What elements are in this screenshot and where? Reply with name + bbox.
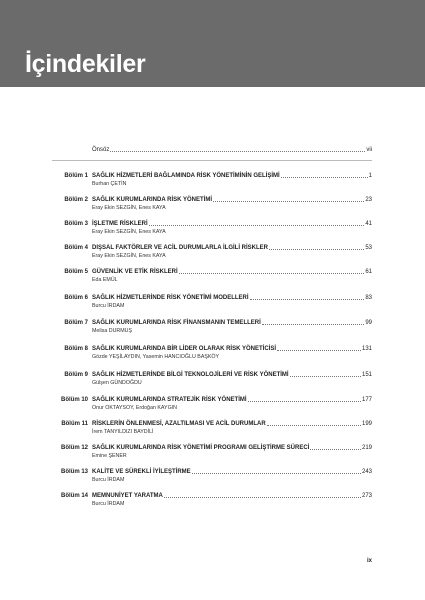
- toc-entry[interactable]: [52, 244, 372, 264]
- chapter-page-number: 151: [361, 372, 372, 378]
- chapter-title: SAĞLIK KURUMLARINDA RİSK FİNANSMANIN TEMELLERİ: [92, 320, 261, 326]
- toc-entry[interactable]: [52, 220, 372, 240]
- dot-leader: [310, 449, 361, 450]
- chapter-label: Bölüm 9: [64, 372, 88, 378]
- chapter-authors: Burhan ÇETİN: [92, 181, 127, 187]
- dot-leader: [213, 201, 364, 202]
- dot-leader: [164, 497, 361, 498]
- chapter-page-number: 99: [365, 320, 372, 326]
- chapter-title-row: [92, 468, 372, 476]
- chapter-page-number: 177: [361, 397, 372, 403]
- header-band: [0, 0, 425, 87]
- chapter-page-number: 53: [365, 245, 372, 251]
- toc-preface-row[interactable]: [92, 144, 372, 154]
- chapter-label: Bölüm 5: [64, 269, 88, 275]
- chapter-authors: Burcu İRDAM: [92, 501, 125, 507]
- chapter-title: SAĞLIK HİZMETLERİNDE BİLGİ TEKNOLOJİLERİ VE RİSK YÖNETİMİ: [92, 372, 289, 378]
- chapter-label: Bölüm 10: [60, 397, 88, 403]
- chapter-title-row: [92, 220, 372, 228]
- chapter-authors: Eray Ekin SEZGİN, Enes KAYA: [92, 253, 166, 259]
- dot-leader: [277, 350, 361, 351]
- preface-label: Önsöz: [92, 147, 110, 153]
- page-title: İçindekiler: [25, 50, 146, 78]
- chapter-authors: Eray Ekin SEZGİN, Enes KAYA: [92, 205, 166, 211]
- chapter-label: Bölüm 7: [64, 320, 88, 326]
- chapter-page-number: 23: [365, 197, 372, 203]
- chapter-authors: Eray Ekin SEZGİN, Enes KAYA: [92, 229, 166, 235]
- toc-entry[interactable]: [52, 371, 372, 391]
- chapter-title: MEMNUNİYET YARATMA: [92, 493, 163, 499]
- dot-leader: [250, 299, 365, 300]
- dot-leader: [179, 273, 365, 274]
- chapter-page-number: 199: [361, 421, 372, 427]
- chapter-page-number: 61: [365, 269, 372, 275]
- chapter-label: Bölüm 6: [64, 295, 88, 301]
- chapter-title-row: [92, 268, 372, 276]
- chapter-authors: Melisa DURMUŞ: [92, 328, 133, 334]
- chapter-authors: Onur OKTAYSOY, Erdoğan KAYGIN: [92, 405, 177, 411]
- chapter-page-number: 273: [361, 493, 372, 499]
- chapter-title: RİSKLERİN ÖNLENMESİ, AZALTILMASI VE ACİL DURUMLAR: [92, 421, 266, 427]
- toc-entry[interactable]: [52, 294, 372, 314]
- dot-leader: [267, 425, 361, 426]
- chapter-title-row: [92, 396, 372, 404]
- toc-divider: [52, 160, 372, 161]
- chapter-title-row: [92, 420, 372, 428]
- chapter-label: Bölüm 3: [64, 221, 88, 227]
- chapter-title: SAĞLIK KURUMLARINDA BİR LİDER OLARAK RİSK YÖNETİCİSİ: [92, 346, 277, 352]
- chapter-title-row: [92, 319, 372, 327]
- chapter-title: SAĞLIK KURUMLARINDA STRATEJİK RİSK YÖNETİMİ: [92, 397, 247, 403]
- chapter-title: SAĞLIK HİZMETLERİNDE RİSK YÖNETİMİ MODELLERİ: [92, 295, 249, 301]
- chapter-authors: Gülşen GÜNDOĞDU: [92, 380, 142, 386]
- chapter-title-row: [92, 244, 372, 252]
- chapter-title: SAĞLIK HİZMETLERİ BAĞLAMINDA RİSK YÖNETİMİNİN GELİŞİMİ: [92, 173, 280, 179]
- page-number: ix: [367, 558, 373, 564]
- chapter-page-number: 1: [368, 173, 372, 179]
- dot-leader: [269, 249, 364, 250]
- dot-leader: [110, 151, 365, 152]
- chapter-title: GÜVENLİK VE ETİK RİSKLERİ: [92, 269, 178, 275]
- chapter-label: Bölüm 14: [60, 493, 88, 499]
- chapter-label: Bölüm 13: [60, 469, 88, 475]
- chapter-authors: Burcu İRDAM: [92, 477, 125, 483]
- toc-entry[interactable]: [52, 396, 372, 416]
- toc-entry[interactable]: [52, 444, 372, 464]
- preface-page-number: vii: [366, 147, 372, 153]
- toc-entry[interactable]: [52, 196, 372, 216]
- toc-entry[interactable]: [52, 345, 372, 365]
- chapter-authors: Emine ŞENER: [92, 453, 127, 459]
- toc-entry[interactable]: [52, 319, 372, 339]
- dot-leader: [192, 473, 361, 474]
- chapter-title: SAĞLIK KURUMLARINDA RİSK YÖNETİMİ: [92, 197, 212, 203]
- toc-entry[interactable]: [52, 468, 372, 488]
- chapter-title-row: [92, 371, 372, 379]
- chapter-title: İŞLETME RİSKLERİ: [92, 221, 148, 227]
- chapter-title: SAĞLIK KURUMLARINDA RİSK YÖNETİMİ PROGRAMI GELİŞTİRME SÜRECİ: [92, 445, 310, 451]
- chapter-label: Bölüm 2: [64, 197, 88, 203]
- chapter-title-row: [92, 492, 372, 500]
- dot-leader: [248, 401, 361, 402]
- chapter-label: Bölüm 12: [60, 445, 88, 451]
- chapter-title-row: [92, 172, 372, 180]
- dot-leader: [290, 376, 361, 377]
- chapter-page-number: 243: [361, 469, 372, 475]
- dot-leader: [281, 177, 368, 178]
- chapter-authors: Gözde YEŞİLAYDIN, Yasemin HANCIOĞLU BAŞKÖY: [92, 354, 220, 360]
- chapter-title-row: [92, 345, 372, 353]
- chapter-label: Bölüm 4: [64, 245, 88, 251]
- chapter-page-number: 219: [361, 445, 372, 451]
- chapter-title: DIŞSAL FAKTÖRLER VE ACİL DURUMLARLA İLGİLİ RİSKLER: [92, 245, 269, 251]
- chapter-authors: İrem TANYILDIZI BAYDİLİ: [92, 429, 154, 435]
- toc-entry[interactable]: [52, 268, 372, 288]
- chapter-page-number: 41: [365, 221, 372, 227]
- chapter-authors: Eda EMÜL: [92, 277, 118, 283]
- chapter-label: Bölüm 1: [64, 173, 88, 179]
- dot-leader: [149, 225, 365, 226]
- chapter-page-number: 131: [361, 346, 372, 352]
- toc-entry[interactable]: [52, 172, 372, 192]
- toc-entry[interactable]: [52, 420, 372, 440]
- chapter-title-row: [92, 196, 372, 204]
- chapter-title: KALİTE VE SÜREKLİ İYİLEŞTİRME: [92, 469, 191, 475]
- chapter-title-row: [92, 444, 372, 452]
- toc-entry[interactable]: [52, 492, 372, 512]
- chapter-label: Bölüm 8: [64, 346, 88, 352]
- dot-leader: [262, 324, 365, 325]
- chapter-title-row: [92, 294, 372, 302]
- chapter-page-number: 83: [365, 295, 372, 301]
- chapter-label: Bölüm 11: [61, 421, 88, 427]
- chapter-authors: Burcu İRDAM: [92, 303, 125, 309]
